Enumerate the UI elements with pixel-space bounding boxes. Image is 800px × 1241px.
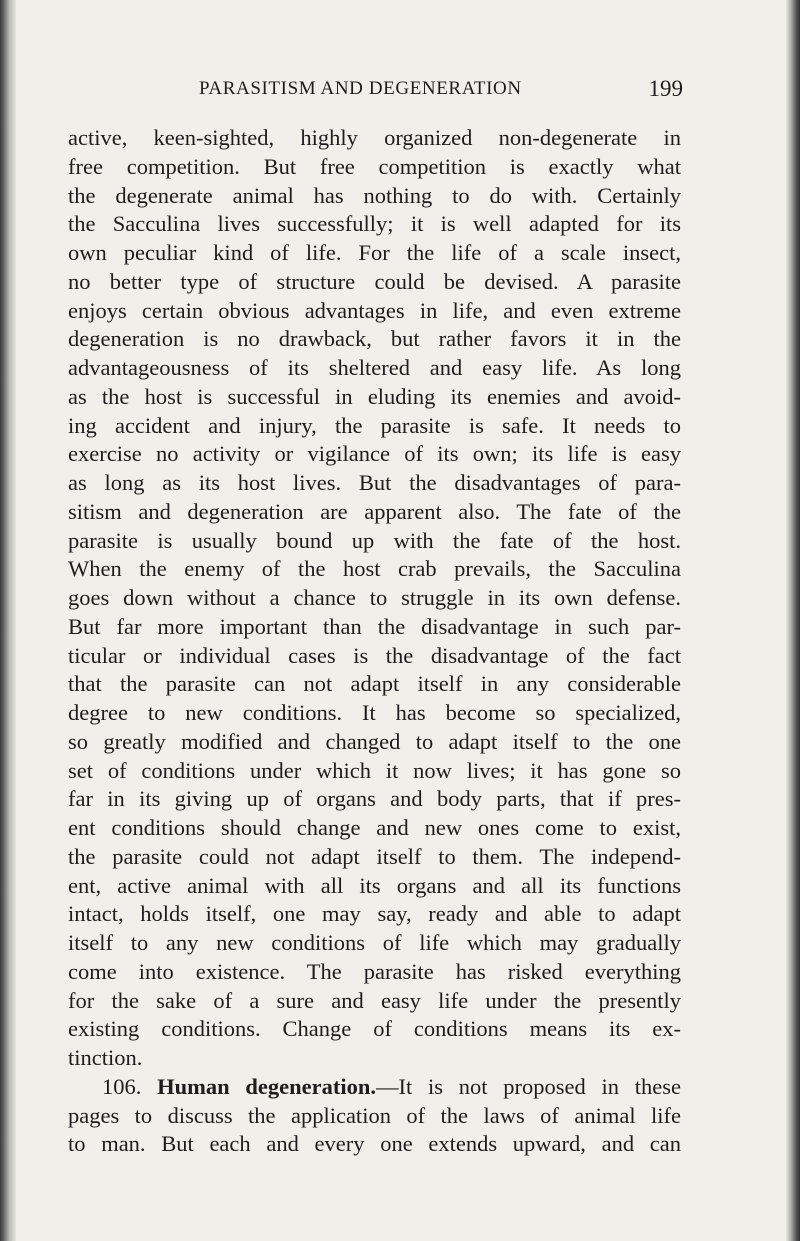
text-line: goes down without a chance to struggle in its own defense. [68, 585, 681, 610]
page-gutter-right [786, 0, 800, 1241]
text-line: ent conditions should change and new ones come to exist, [68, 815, 681, 840]
text-line: pages to discuss the application of the laws of animal life [68, 1102, 681, 1128]
text-line: existing conditions. Change of conditions means its ex- [68, 1016, 681, 1042]
page-header [199, 78, 683, 114]
text-line: no better type of structure could be devised. A parasite [68, 268, 681, 294]
text-line: exercise no activity or vigilance of its own; its life is easy [68, 441, 681, 467]
text-line: the parasite could not adapt itself to them. The independ- [68, 843, 681, 869]
text-line: free competition. But free competition is exactly what [68, 153, 681, 179]
text-line: tinction. [68, 1045, 143, 1070]
text-line: intact, holds itself, one may say, ready and able to adapt [68, 901, 681, 927]
section-number: 106. [102, 1073, 142, 1099]
text-line: —It is not proposed in these [376, 1073, 681, 1099]
text-line: degeneration is no drawback, but rather favors it in the [68, 326, 681, 352]
text-line: advantageousness of its sheltered and easy life. As long [68, 355, 681, 380]
text-line: to man. But each and every one extends upward, and can [68, 1131, 681, 1157]
text-line: When the enemy of the host crab prevails, the Sacculina [68, 556, 681, 582]
text-line: enjoys certain obvious advantages in life, and even extreme [68, 297, 681, 323]
body-text [68, 124, 681, 1159]
text-line: own peculiar kind of life. For the life of a scale insect, [68, 240, 681, 265]
paragraph-2 [68, 1073, 681, 1159]
page-number: 199 [648, 76, 683, 101]
text-line: for the sake of a sure and easy life under the presently [68, 987, 681, 1013]
section-heading: Human degeneration. [157, 1073, 377, 1099]
text-line: degree to new conditions. It has become so specialized, [68, 700, 681, 725]
page-gutter-left [0, 0, 16, 1241]
paragraph-1 [68, 124, 681, 1073]
text-line: the degenerate animal has nothing to do with. Certainly [68, 182, 681, 208]
text-line: so greatly modified and changed to adapt itself to the one [68, 728, 681, 754]
section-first-line [68, 1073, 681, 1102]
text-line: that the parasite can not adapt itself in any considerable [68, 671, 681, 697]
text-line: sitism and degeneration are apparent also. The fate of the [68, 498, 681, 524]
text-line: come into existence. The parasite has risked everything [68, 958, 681, 984]
running-title: PARASITISM AND DEGENERATION [199, 78, 522, 99]
text-line: as the host is successful in eluding its enemies and avoid- [68, 383, 681, 409]
text-line: But far more important than the disadvantage in such par- [68, 613, 681, 639]
text-line: itself to any new conditions of life which may gradually [68, 930, 681, 955]
text-line: parasite is usually bound up with the fate of the host. [68, 527, 681, 553]
text-line: set of conditions under which it now lives; it has gone so [68, 757, 681, 783]
text-line: the Sacculina lives successfully; it is well adapted for its [68, 211, 681, 237]
text-line: active, keen-sighted, highly organized non-degenerate in [68, 125, 681, 150]
text-line: ticular or individual cases is the disadvantage of the fact [68, 642, 681, 668]
text-line: ing accident and injury, the parasite is safe. It needs to [68, 412, 681, 438]
text-line: far in its giving up of organs and body parts, that if pres- [68, 786, 681, 812]
text-line: as long as its host lives. But the disadvantages of para- [68, 470, 681, 495]
text-line: ent, active animal with all its organs and all its functions [68, 872, 681, 898]
